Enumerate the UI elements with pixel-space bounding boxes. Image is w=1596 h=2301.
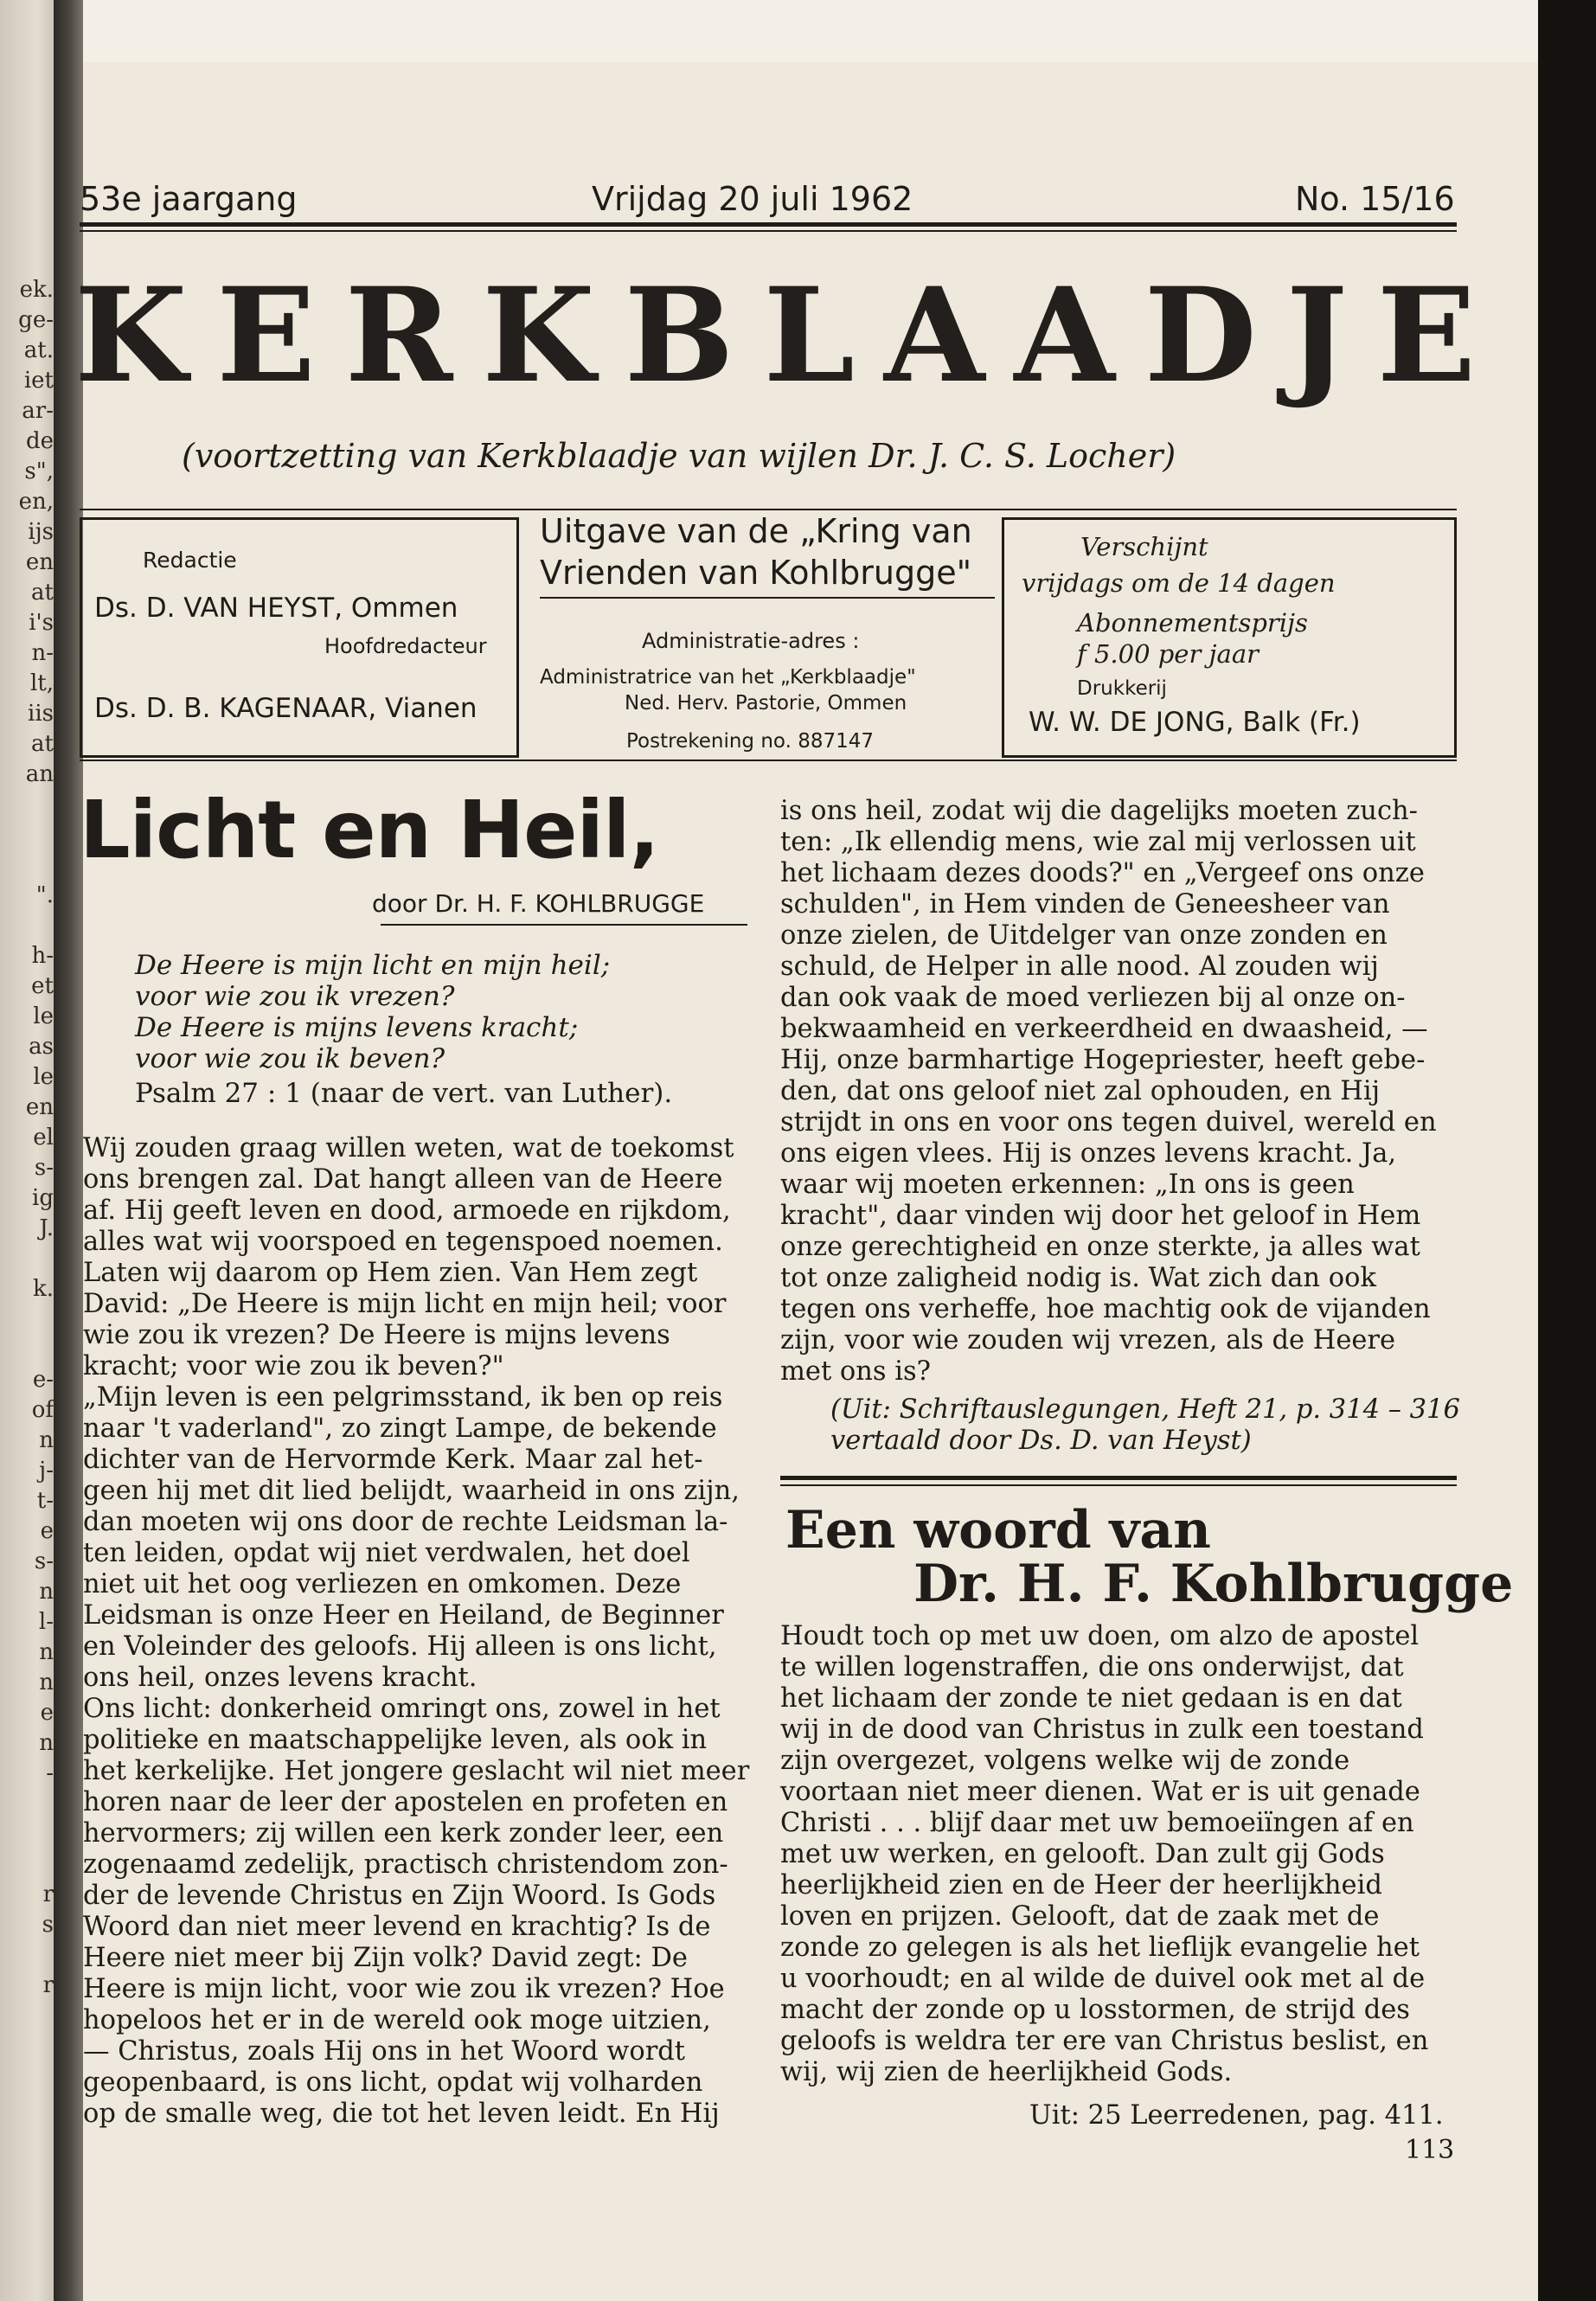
facing-page-line: ar- — [22, 398, 54, 424]
body-line: Laten wij daarom op Hem zien. Van Hem zegt — [83, 1258, 698, 1288]
verse-line: voor wie zou ik vrezen? — [135, 981, 455, 1012]
facing-page-line — [3, 1789, 54, 1819]
body-line: en Voleinder des geloofs. Hij alleen is ons licht, — [83, 1631, 717, 1662]
second-article-source: Uit: 25 Leerredenen, pag. 411. — [1029, 2100, 1444, 2131]
body-line: alles wat wij voorspoed en tegenspoed noemen. — [83, 1227, 723, 1257]
facing-page-line: h- — [31, 943, 54, 969]
printer-label: Drukkerij — [1077, 677, 1167, 700]
frequency-title: Verschijnt — [1080, 532, 1208, 561]
publisher-line-1: Uitgave van de „Kring van — [540, 512, 972, 550]
issue-date: Vrijdag 20 juli 1962 — [592, 180, 913, 218]
facing-page-line — [3, 1304, 54, 1335]
body-line: ten leiden, opdat wij niet verdwalen, het doel — [83, 1538, 690, 1568]
facing-page-line — [3, 1819, 54, 1849]
editor-role-1: Hoofdredacteur — [324, 634, 487, 658]
facing-page-line: ge- — [18, 307, 54, 333]
article-title: Licht en Heil, — [80, 784, 659, 876]
issue-number: No. 15/16 — [1295, 180, 1455, 218]
header-rule-thin — [80, 230, 1457, 232]
page-top-margin — [83, 0, 1538, 62]
body-line: zonde zo gelegen is als het lieflijk evangelie het — [780, 1932, 1420, 1963]
body-line: der de levende Christus en Zijn Woord. Is Gods — [83, 1881, 716, 1911]
second-article-title-2: Dr. H. F. Kohlbrugge — [913, 1554, 1514, 1614]
body-line: politieke en maatschappelijke leven, als ook in — [83, 1725, 708, 1755]
body-line: heerlijkheid zien en de Heer der heerlijkheid — [780, 1870, 1382, 1900]
body-line: zogenaamd zedelijk, practisch christendom zon- — [83, 1849, 728, 1880]
body-line: waar wij moeten erkennen: „In ons is geen — [780, 1170, 1355, 1200]
facing-page-line: at — [31, 580, 54, 606]
facing-page-line: n — [39, 1639, 54, 1665]
body-line: Hij, onze barmhartige Hogepriester, heeft gebe- — [780, 1045, 1426, 1075]
facing-page-line: iis — [28, 701, 54, 727]
body-line: u voorhoudt; en al wilde de duivel ook met al de — [780, 1964, 1426, 1994]
facing-page-line: ig — [32, 1185, 54, 1211]
article-body-left — [83, 1133, 751, 2130]
editor-name-1: Ds. D. VAN HEYST, Ommen — [94, 593, 458, 624]
facing-page-line: n- — [31, 640, 54, 666]
admin-address-label: Administratie-adres : — [642, 629, 860, 653]
body-line: tot onze zaligheid nodig is. Wat zich dan ook — [780, 1263, 1376, 1293]
facing-page-line — [3, 1244, 54, 1274]
body-line: met uw werken, en gelooft. Dan zult gij Gods — [780, 1839, 1385, 1869]
body-line: het lichaam der zonde te niet gedaan is en dat — [780, 1683, 1402, 1714]
subscription-price: f 5.00 per jaar — [1077, 639, 1259, 669]
masthead-subtitle: (voortzetting van Kerkblaadje van wijlen Dr. J. C. S. Locher) — [182, 437, 1176, 475]
author-rule — [381, 924, 747, 926]
second-article-body — [780, 1621, 1462, 2088]
facing-page-line: el — [33, 1125, 54, 1150]
body-line: schulden", in Hem vinden de Geneesheer van — [780, 889, 1390, 920]
body-line: kracht; voor wie zou ik beven?" — [83, 1351, 504, 1381]
page-number: 113 — [1405, 2135, 1455, 2165]
facing-page-line: en, — [18, 489, 54, 515]
facing-page-line: iet — [23, 368, 54, 394]
body-line: hervormers; zij willen een kerk zonder leer, een — [83, 1818, 724, 1849]
body-line: bekwaamheid en verkeerdheid en dwaasheid, — — [780, 1014, 1428, 1044]
admin-address-line-1: Administratrice van het „Kerkblaadje" — [540, 666, 916, 689]
facing-page-line: ek. — [19, 277, 54, 303]
facing-page-line: at — [31, 731, 54, 757]
masthead-title: KERKBLAADJE — [74, 260, 1506, 412]
facing-page-line: l- — [38, 1609, 54, 1635]
facing-page-line: r — [42, 1972, 54, 1998]
facing-page-line — [3, 820, 54, 850]
body-line: strijdt in ons en voor ons tegen duivel, wereld en — [780, 1107, 1437, 1138]
facing-page-line: - — [46, 1760, 54, 1786]
body-line: wij, wij zien de heerlijkheid Gods. — [780, 2057, 1233, 2087]
body-line: „Mijn leven is een pelgrimsstand, ik ben op reis — [83, 1382, 723, 1413]
body-line: dan ook vaak de moed verliezen bij al onze on- — [780, 983, 1406, 1013]
facing-page-line: e — [40, 1518, 54, 1544]
body-line: kracht", daar vinden wij door het geloof in Hem — [780, 1201, 1421, 1231]
facing-page-line: et — [31, 973, 54, 999]
verse-reference: Psalm 27 : 1 (naar de vert. van Luther). — [135, 1078, 673, 1109]
verse-block — [135, 950, 758, 1074]
facing-page-line: e — [40, 1700, 54, 1726]
info-rule-top — [80, 509, 1457, 510]
facing-page-line: n — [39, 1670, 54, 1695]
facing-page-line: s — [42, 1912, 54, 1938]
facing-page-line: lt, — [29, 670, 54, 696]
body-line: het kerkelijke. Het jongere geslacht wil niet meer — [83, 1756, 750, 1786]
body-line: is ons heil, zodat wij die dagelijks moeten zuch- — [780, 796, 1418, 826]
body-line: het lichaam dezes doods?" en „Vergeef ons onze — [780, 858, 1425, 888]
body-line: voortaan niet meer dienen. Wat er is uit genade — [780, 1777, 1420, 1807]
body-line: dan moeten wij ons door de rechte Leidsman la- — [83, 1507, 728, 1537]
verse-line: De Heere is mijn licht en mijn heil; — [135, 950, 611, 981]
body-line: te willen logenstraffen, die ons onderwijst, dat — [780, 1652, 1404, 1682]
body-line: Woord dan niet meer levend en krachtig? Is de — [83, 1912, 711, 1942]
editorial-box — [80, 517, 519, 758]
facing-page-text — [3, 275, 54, 1998]
body-line: dichter van de Hervormde Kerk. Maar zal het- — [83, 1445, 703, 1475]
body-line: — Christus, zoals Hij ons in het Woord wordt — [83, 2036, 686, 2067]
editorial-label: Redactie — [143, 548, 237, 573]
facing-page-line: s- — [34, 1548, 54, 1574]
body-line: Leidsman is onze Heer en Heiland, de Beginner — [83, 1600, 724, 1631]
body-line: wie zou ik vrezen? De Heere is mijns levens — [83, 1320, 670, 1350]
second-article-title-1: Een woord van — [785, 1500, 1211, 1561]
facing-page-line: n — [39, 1427, 54, 1453]
body-line: niet uit het oog verliezen en omkomen. Deze — [83, 1569, 682, 1599]
facing-page-line — [3, 911, 54, 941]
facing-page-line: le — [33, 1003, 54, 1029]
body-line: geloofs is weldra ter ere van Christus beslist, en — [780, 2026, 1429, 2056]
facing-page-line: s", — [24, 458, 54, 484]
body-line: naar 't vaderland", zo zingt Lampe, de bekende — [83, 1413, 717, 1444]
publisher-line-2: Vrienden van Kohlbrugge" — [540, 554, 972, 592]
body-line: Houdt toch op met uw doen, om alzo de apostel — [780, 1621, 1420, 1651]
article-body-right — [780, 796, 1462, 1388]
facing-page-line: s- — [34, 1155, 54, 1181]
facing-page-line: as — [29, 1034, 54, 1060]
body-line: geopenbaard, is ons licht, opdat wij volharden — [83, 2067, 703, 2098]
body-line: macht der zonde op u losstormen, de strijd des — [780, 1995, 1410, 2025]
verse-line: voor wie zou ik beven? — [135, 1043, 445, 1074]
facing-page-line: le — [33, 1064, 54, 1090]
facing-page-line: e- — [32, 1367, 54, 1393]
facing-page-line: de — [25, 428, 54, 454]
facing-page-line — [3, 1940, 54, 1971]
facing-page-line — [3, 1335, 54, 1365]
facing-page-line: an — [25, 761, 54, 787]
facing-page-line: of — [31, 1397, 54, 1423]
body-line: geen hij met dit lied belijdt, waarheid in ons zijn, — [83, 1476, 740, 1506]
facing-page-line: r — [42, 1881, 54, 1907]
section-rule-thin — [780, 1484, 1457, 1486]
body-line: hopeloos het er in de wereld ook moge uitzien, — [83, 2005, 711, 2035]
body-line: onze gerechtigheid en onze sterkte, ja alles wat — [780, 1232, 1420, 1262]
verse-line: De Heere is mijns levens kracht; — [135, 1012, 579, 1043]
body-line: tegen ons verheffe, hoe machtig ook de vijanden — [780, 1294, 1431, 1324]
printer-name: W. W. DE JONG, Balk (Fr.) — [1029, 707, 1361, 738]
body-line: op de smalle weg, die tot het leven leidt. En Hij — [83, 2099, 720, 2129]
frequency-schedule: vrijdags om de 14 dagen — [1022, 568, 1336, 598]
volume-label: 53e jaargang — [80, 180, 298, 218]
body-line: Heere niet meer bij Zijn volk? David zegt: De — [83, 1943, 688, 1973]
admin-address-line-2: Ned. Herv. Pastorie, Ommen — [625, 692, 907, 715]
body-line: loven en prijzen. Gelooft, dat de zaak met de — [780, 1901, 1380, 1932]
header-rule-top — [80, 222, 1457, 227]
body-line: Wij zouden graag willen weten, wat de toekomst — [83, 1133, 734, 1163]
body-line: den, dat ons geloof niet zal ophouden, en Hij — [780, 1076, 1381, 1106]
subscription-label: Abonnementsprijs — [1077, 608, 1308, 638]
source-note-line-2: vertaald door Ds. D. van Heyst) — [830, 1426, 1252, 1456]
facing-page-line: k. — [32, 1276, 54, 1302]
editor-name-2: Ds. D. B. KAGENAAR, Vianen — [94, 693, 478, 724]
body-line: af. Hij geeft leven en dood, armoede en rijkdom, — [83, 1195, 731, 1226]
facing-page-line: en — [25, 549, 54, 575]
body-line: ons heil, onzes levens kracht. — [83, 1663, 478, 1693]
facing-page-line: t- — [36, 1488, 54, 1514]
body-line: zijn overgezet, volgens welke wij de zonde — [780, 1746, 1350, 1776]
facing-page-line — [3, 1849, 54, 1880]
facing-page-line: j- — [39, 1458, 54, 1484]
body-line: met ons is? — [780, 1356, 932, 1387]
body-line: zijn, voor wie zouden wij vrezen, als de Heere — [780, 1325, 1396, 1356]
body-line: Ons licht: donkerheid omringt ons, zowel in het — [83, 1694, 721, 1724]
postal-account: Postrekening no. 887147 — [626, 730, 874, 753]
facing-page-line: n — [39, 1579, 54, 1605]
page-right-edge — [1538, 0, 1596, 2301]
facing-page-line: en — [25, 1094, 54, 1120]
body-line: David: „De Heere is mijn licht en mijn heil; voor — [83, 1289, 727, 1319]
body-line: wij in de dood van Christus in zulk een toestand — [780, 1715, 1424, 1745]
facing-page-line: J. — [39, 1215, 54, 1241]
body-line: Christi . . . blijf daar met uw bemoeiïngen af en — [780, 1808, 1414, 1838]
subscription-box — [1002, 517, 1457, 758]
body-line: ten: „Ik ellendig mens, wie zal mij verlossen uit — [780, 827, 1416, 857]
facing-page-line — [3, 790, 54, 820]
body-line: Heere is mijn licht, voor wie zou ik vrezen? Hoe — [83, 1974, 725, 2004]
facing-page-line: ". — [35, 882, 54, 908]
facing-page-line: n — [39, 1730, 54, 1756]
body-line: ons brengen zal. Dat hangt alleen van de Heere — [83, 1164, 723, 1195]
publisher-rule — [540, 597, 995, 599]
section-rule-thick — [780, 1476, 1457, 1480]
body-line: schuld, de Helper in alle nood. Al zouden wij — [780, 952, 1379, 982]
facing-page-line: i's — [29, 610, 54, 636]
source-note-line-1: (Uit: Schriftauslegungen, Heft 21, p. 314 – 316 — [830, 1394, 1460, 1425]
info-rule-bottom — [80, 760, 1457, 761]
article-author: door Dr. H. F. KOHLBRUGGE — [372, 889, 705, 918]
body-line: horen naar de leer der apostelen en profeten en — [83, 1787, 728, 1817]
facing-page-line: at. — [23, 337, 54, 363]
body-line: onze zielen, de Uitdelger van onze zonden en — [780, 920, 1388, 951]
facing-page-line: ijs — [28, 519, 54, 545]
facing-page-line — [3, 850, 54, 881]
body-line: ons eigen vlees. Hij is onzes levens kracht. Ja, — [780, 1138, 1397, 1169]
